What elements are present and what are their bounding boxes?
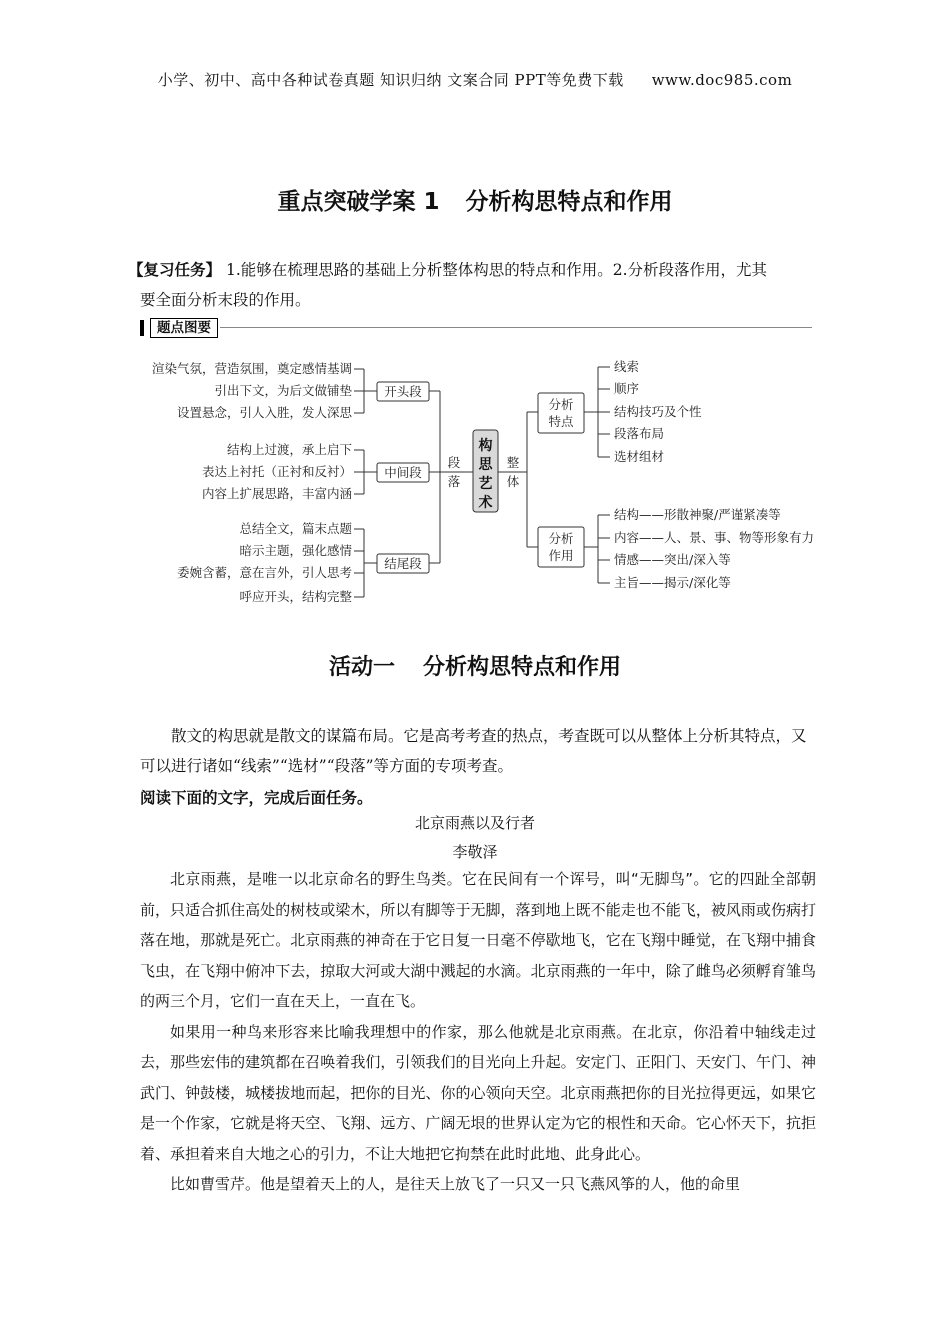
label-middle: 中间段 (384, 465, 422, 480)
l1-item-1: 引出下文，为后文做铺垫 (214, 383, 352, 398)
section-label: 题点图要 (150, 318, 218, 338)
review-line1: 1.能够在梳理思路的基础上分析整体构思的特点和作用。2.分析段落作用，尤其 (225, 261, 768, 279)
r1-item-2: 结构技巧及个性 (614, 404, 702, 419)
r1-item-0: 线索 (614, 359, 640, 374)
article-paragraph-2: 如果用一种鸟来形容来比喻我理想中的作家，那么他就是北京雨燕。在北京，你沿着中轴线走过去，那些宏伟的建筑都在召唤着我们，引领我们的目光向上升起。安定门、正阳门、天安门、午门、神武门、钟鼓楼，城楼拔地而起，把你的目光、你的心领向天空。北京雨燕把你的目光拉得更远，如果它是一个作家，它就是将天空、飞翔、远方、广阔无垠的世界认定为它的根性和天命。它心怀天下，抗拒着、承担着来自大地之心的引力，不让大地把它拘禁在此时此地、此身此心。 (140, 1022, 816, 1163)
concept-diagram (140, 355, 820, 610)
article-paragraph-3: 比如曹雪芹。他是望着天上的人，是往天上放飞了一只又一只飞燕风筝的人，他的命里 (170, 1175, 741, 1193)
l1-item-0: 渲染气氛，营造氛围，奠定感情基调 (151, 361, 352, 376)
label-ending: 结尾段 (384, 556, 422, 571)
center-char-1: 思 (478, 457, 493, 473)
zhengti-1: 体 (506, 474, 520, 489)
activity-heading (0, 650, 950, 681)
activity-left: 活动一 (328, 655, 395, 680)
page-header (0, 69, 950, 90)
l3-item-0: 总结全文，篇末点题 (239, 521, 352, 536)
r1-item-3: 段落布局 (614, 426, 665, 441)
l2-item-0: 结构上过渡，承上启下 (226, 442, 352, 457)
center-char-3: 术 (478, 495, 493, 511)
concept-diagram-svg (140, 355, 820, 610)
intro-paragraph (140, 721, 816, 781)
l3-item-3: 呼应开头，结构完整 (239, 589, 352, 604)
r1-item-1: 顺序 (614, 381, 640, 396)
header-text: 小学、初中、高中各种试卷真题 知识归纳 文案合同 PPT等免费下载 (157, 71, 624, 89)
article-author: 李敬泽 (452, 843, 498, 861)
l3-item-2: 委婉含蓄，意在言外，引人思考 (176, 565, 352, 580)
functions-label-1: 作用 (548, 548, 574, 563)
activity-right: 分析构思特点和作用 (423, 655, 622, 680)
functions-label-0: 分析 (548, 531, 574, 546)
label-opening: 开头段 (384, 384, 422, 399)
features-label-1: 特点 (548, 414, 574, 429)
intro-text: 散文的构思就是散文的谋篇布局。它是高考考查的热点，考查既可以从整体上分析其特点，又可以进行诸如“线索”“选材”“段落”等方面的专项考查。 (140, 727, 807, 775)
zhengti-0: 整 (506, 455, 520, 470)
article-title: 北京雨燕以及行者 (414, 814, 535, 832)
instruction: 阅读下面的文字，完成后面任务。 (140, 789, 373, 807)
l2-item-1: 表达上衬托（正衬和反衬） (201, 464, 352, 479)
title-left: 重点突破学案 1 (277, 189, 440, 215)
r2-item-0: 结构——形散神聚/严谨紧凑等 (614, 507, 781, 522)
page-title (0, 183, 950, 216)
l2-item-2: 内容上扩展思路，丰富内涵 (201, 486, 352, 501)
features-label-0: 分析 (548, 397, 574, 412)
r2-item-2: 情感——突出/深入等 (614, 552, 731, 567)
article-body (140, 864, 816, 1200)
article-paragraph-1: 北京雨燕，是唯一以北京命名的野生鸟类。它在民间有一个诨号，叫“无脚鸟”。它的四趾全部朝前，只适合抓住高处的树枝或梁木，所以有脚等于无脚，落到地上既不能走也不能飞，被风雨或伤病打落在地，那就是死亡。北京雨燕的神奇在于它日复一日毫不停歇地飞，它在飞翔中睡觉，在飞翔中捕食飞虫，在飞翔中俯冲下去，掠取大河或大湖中溅起的水滴。北京雨燕的一年中，除了雌鸟必须孵育雏鸟的两三个月，它们一直在天上，一直在飞。 (140, 870, 816, 1010)
section-header (140, 318, 812, 338)
l1-item-2: 设置悬念，引人入胜，发人深思 (176, 405, 352, 420)
center-char-0: 构 (478, 438, 493, 454)
header-url[interactable]: www.doc985.com (651, 71, 793, 89)
r2-item-1: 内容——人、景、事、物等形象有力 (614, 530, 815, 545)
review-tag: 【复习任务】 (128, 260, 222, 279)
duanluo-0: 段 (447, 455, 461, 470)
review-line2: 要全面分析末段的作用。 (140, 291, 311, 309)
center-char-2: 艺 (478, 476, 493, 492)
review-task (128, 255, 820, 315)
r2-item-3: 主旨——揭示/深化等 (614, 575, 731, 590)
duanluo-1: 落 (447, 474, 461, 489)
l3-item-1: 暗示主题，强化感情 (239, 543, 352, 558)
title-right: 分析构思特点和作用 (465, 189, 673, 215)
r1-item-4: 选材组材 (614, 449, 665, 464)
